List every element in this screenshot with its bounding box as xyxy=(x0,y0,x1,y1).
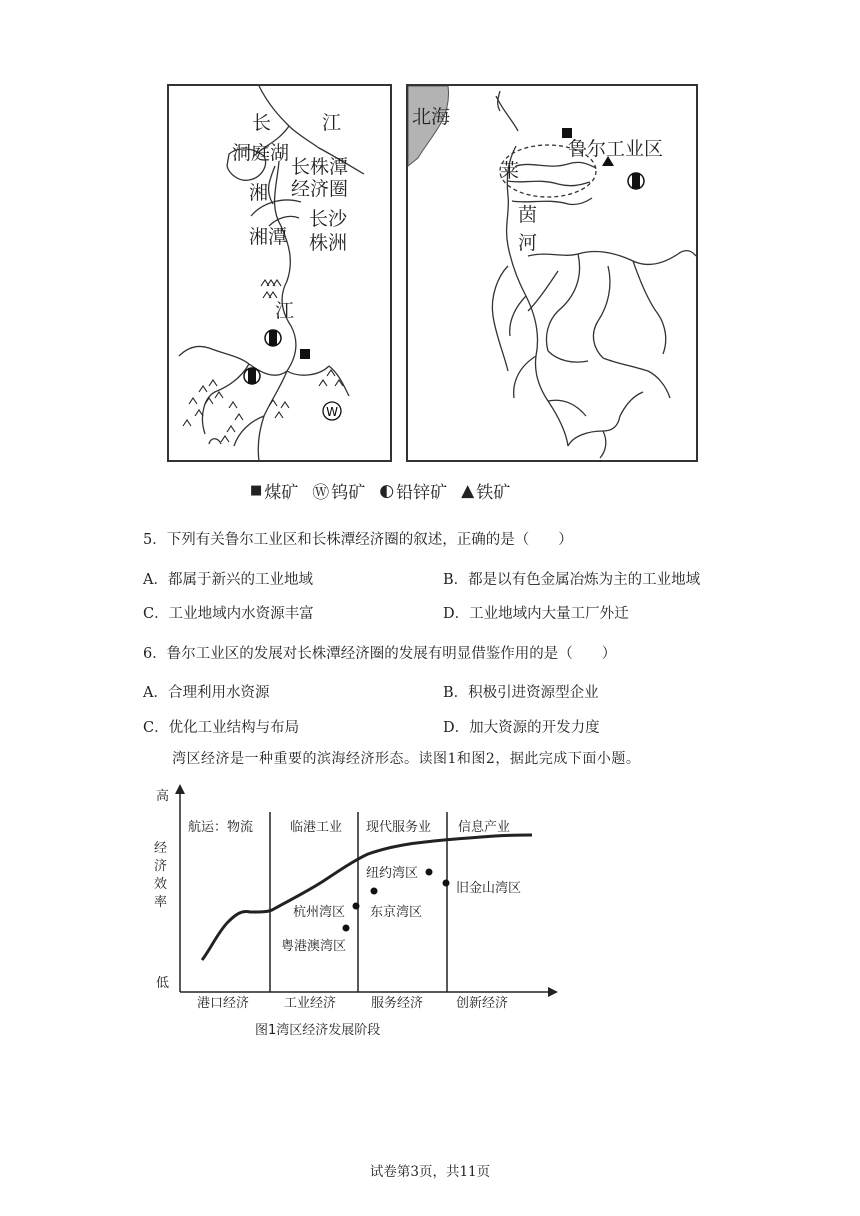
question-6-stem: 6．鲁尔工业区的发展对长株潭经济圈的发展有明显借鉴作用的是（ ） xyxy=(143,646,617,662)
legend-item-coal xyxy=(250,478,298,503)
bay-label-newyork: 纽约湾区 xyxy=(366,866,419,881)
y-axis-high-label: 高 xyxy=(156,789,170,804)
stage-label-port: 港口经济 xyxy=(197,996,250,1011)
map-label-jiang-2: 江 xyxy=(275,300,295,322)
bay-label-guangdong-hk-macao: 粤港澳湾区 xyxy=(281,939,347,954)
map-label-north-sea: 北海 xyxy=(412,106,451,128)
legend-label-coal: 煤矿 xyxy=(264,483,299,503)
stage-label-industrial: 工业经济 xyxy=(284,996,337,1011)
coal-mine-marker xyxy=(300,349,310,359)
page-footer: 试卷第3页，共11页 xyxy=(369,1164,491,1180)
tungsten-symbol-icon: Ⓦ xyxy=(312,483,330,503)
question-6-option-a[interactable]: A．合理利用水资源 xyxy=(143,685,270,701)
lead-zinc-symbol-icon: ◐ xyxy=(379,480,395,501)
industry-label-4: 信息产业 xyxy=(458,820,511,835)
lead-zinc-marker xyxy=(244,368,260,384)
map-label-jiang: 江 xyxy=(322,112,342,134)
coal-mine-marker xyxy=(562,128,572,138)
legend-label-lead-zinc: 铅锌矿 xyxy=(396,483,448,503)
map-label-yin: 茵 xyxy=(518,204,538,226)
map-label-xiangtan: 湘潭 xyxy=(249,226,288,248)
industry-label-3: 现代服务业 xyxy=(366,820,432,835)
y-axis-arrow-icon xyxy=(175,784,185,794)
bay-label-tokyo: 东京湾区 xyxy=(370,905,423,920)
question-5-option-c[interactable]: C．工业地域内水资源丰富 xyxy=(143,606,314,622)
lead-zinc-marker xyxy=(628,173,644,189)
map-label-xiang: 湘 xyxy=(249,182,269,204)
stage-label-innovation: 创新经济 xyxy=(456,996,509,1011)
bay-point-newyork xyxy=(426,869,433,876)
bay-label-sanfrancisco: 旧金山湾区 xyxy=(456,881,522,896)
left-map xyxy=(167,84,392,462)
map-label-zhuzhou: 株洲 xyxy=(309,232,348,254)
efficiency-curve xyxy=(202,835,532,960)
y-axis-low-label: 低 xyxy=(156,976,170,991)
iron-symbol-icon: ▲ xyxy=(461,480,475,501)
bay-point-hangzhou xyxy=(353,903,360,910)
x-axis-arrow-icon xyxy=(548,987,558,997)
bay-point-tokyo xyxy=(371,888,378,895)
bay-point-sanfrancisco xyxy=(443,880,450,887)
bay-label-hangzhou: 杭州湾区 xyxy=(293,905,346,920)
legend-item-tungsten xyxy=(312,478,365,503)
map-label-economic-circle: 经济圈 xyxy=(291,178,349,200)
map-label-chang: 长 xyxy=(252,112,272,134)
map-label-he: 河 xyxy=(518,232,538,254)
question-6-option-b[interactable]: B．积极引进资源型企业 xyxy=(443,685,599,701)
chart-caption: 图1湾区经济发展阶段 xyxy=(255,1023,381,1038)
tungsten-mine-marker xyxy=(323,402,341,420)
legend-label-tungsten: 钨矿 xyxy=(331,483,366,503)
map-label-changsha: 长沙 xyxy=(309,208,348,230)
stage-label-service: 服务经济 xyxy=(371,996,424,1011)
question-5-option-d[interactable]: D．工业地域内大量工厂外迁 xyxy=(443,606,629,622)
coal-symbol-icon: ■ xyxy=(250,483,263,498)
map-label-lai: 莱 xyxy=(500,160,520,182)
bay-point-guangdong-hk-macao xyxy=(343,925,350,932)
map-legend xyxy=(250,478,510,503)
y-axis-title: 经济效率 xyxy=(154,841,168,910)
question-5-option-b[interactable]: B．都是以有色金属冶炼为主的工业地域 xyxy=(443,572,701,588)
question-5-option-a[interactable]: A．都属于新兴的工业地域 xyxy=(143,572,313,588)
industry-label-1: 航运：物流 xyxy=(188,820,254,835)
question-6-option-d[interactable]: D．加大资源的开发力度 xyxy=(443,720,600,736)
legend-label-iron: 铁矿 xyxy=(476,483,511,503)
lead-zinc-marker xyxy=(265,330,281,346)
legend-item-lead-zinc xyxy=(379,478,447,503)
section-intro: 湾区经济是一种重要的滨海经济形态。读图1和图2，据此完成下面小题。 xyxy=(172,751,641,767)
right-map xyxy=(406,84,698,462)
industry-label-2: 临港工业 xyxy=(290,820,343,835)
svg-text:W: W xyxy=(326,405,338,419)
question-5-stem: 5．下列有关鲁尔工业区和长株潭经济圈的叙述，正确的是（ ） xyxy=(143,532,573,548)
map-label-ruhr: 鲁尔工业区 xyxy=(568,138,664,160)
map-label-dongting-lake: 洞庭湖 xyxy=(232,142,290,164)
question-6-option-c[interactable]: C．优化工业结构与布局 xyxy=(143,720,300,736)
legend-item-iron xyxy=(461,478,510,503)
map-label-changzhutan: 长株潭 xyxy=(291,156,349,178)
